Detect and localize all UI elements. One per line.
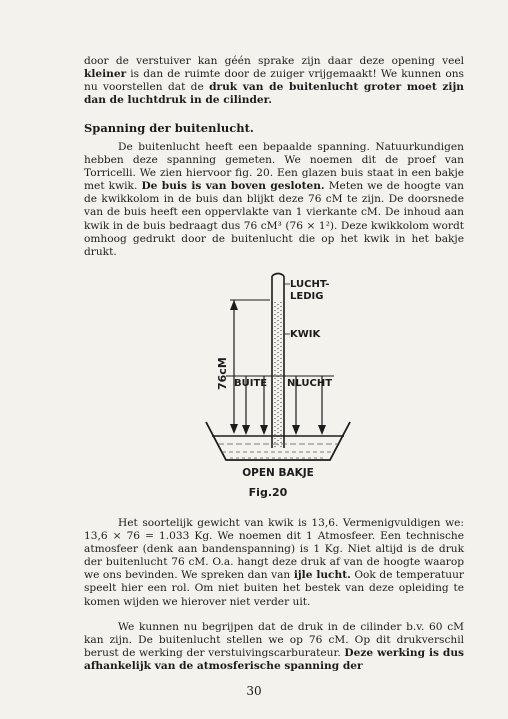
label-height-76cm: 76cM bbox=[216, 357, 229, 390]
label-open-dish: OPEN BAKJE bbox=[242, 467, 314, 479]
text-run: We kunnen nu begrijpen dat de druk in de cilinder b.v. 60 cM kan zijn. De buitenlucht stellen we op 76 cM. Op dit drukverschil berust de werking der verstuivingscarburateur. bbox=[84, 621, 464, 660]
text-run: Het soortelijk gewicht van kwik is 13,6. Vermenigvuldigen we: 13,6 × 76 = 1.033 Kg. We noemen dit 1 Atmosfeer. Een technische atmosfeer (denk aan bandenspanning) is 1 Kg. Niet altijd is de druk der buitenlucht 76 cM. O.a. hangt deze druk af van de hoogte waarop we ons bevinden. We spreken dan van bbox=[84, 517, 464, 582]
text-run: De buitenlucht heeft een bepaalde spanning. Natuurkundigen hebben deze spanning gemeten. We noemen dit de proef van Torricelli. We zien hiervoor fig. 20. Een glazen buis staat in een bakje met kwik. bbox=[84, 141, 464, 193]
bold-text: De buis is van boven gesloten. bbox=[141, 180, 325, 193]
label-vacuum-line1: LUCHT- bbox=[290, 279, 330, 290]
figure-caption: Fig.20 bbox=[248, 486, 288, 499]
torricelli-figure bbox=[190, 272, 370, 504]
label-vacuum-line2: LEDIG bbox=[290, 291, 324, 302]
text-run: Meten we de hoogte van de kwikkolom in de buis dan blijkt deze 76 cM te zijn. De doorsnede van de buis heeft een oppervlakte van 1 vierkante cM. De inhoud aan kwik in de buis bedraagt dus 76 cM³ (76 × 1²). Deze kwikkolom wordt omhoog gedrukt door de buitenlucht die op het kwik in het bakje drukt. bbox=[84, 180, 464, 258]
text-run: door de verstuiver kan géén sprake zijn daar deze opening veel bbox=[84, 55, 464, 67]
label-outside-air-part1: BUITE bbox=[234, 378, 268, 389]
label-mercury: KWIK bbox=[290, 329, 321, 340]
paragraph-atmosphere bbox=[84, 517, 464, 609]
mercury-column bbox=[275, 302, 281, 447]
section-heading: Spanning der buitenlucht. bbox=[84, 121, 254, 135]
bold-text: Deze werking is dus afhankelijk van de atmosferische spanning der bbox=[84, 647, 464, 673]
label-outside-air-part2: NLUCHT bbox=[287, 378, 333, 389]
bold-text: druk van de buitenlucht groter moet zijn dan de luchtdruk in de cilinder. bbox=[84, 81, 464, 107]
paragraph-torricelli bbox=[84, 141, 464, 259]
text-run: is dan de ruimte door de zuiger vrijgemaakt! We kunnen ons nu voorstellen dat de bbox=[84, 68, 464, 94]
text-run: Ook de temperatuur speelt hier een rol. Om niet buiten het bestek van deze opleiding te komen wijden we hierover niet verder uit. bbox=[84, 569, 464, 608]
bold-text: kleiner bbox=[84, 68, 127, 81]
paragraph-cylinder-pressure bbox=[84, 621, 464, 673]
page-number: 30 bbox=[246, 684, 262, 698]
intro-paragraph bbox=[84, 55, 464, 107]
bold-text: ijle lucht. bbox=[293, 569, 351, 582]
